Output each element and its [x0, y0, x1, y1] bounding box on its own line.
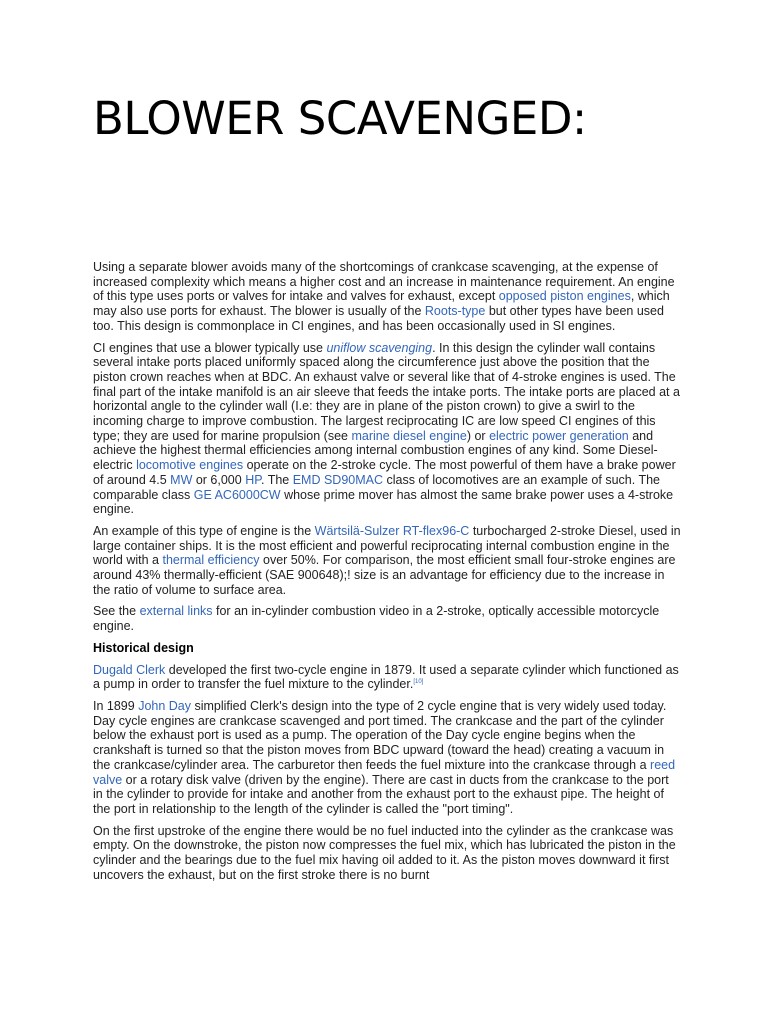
link-emd-sd90mac[interactable]: EMD SD90MAC: [292, 472, 383, 487]
paragraph-external-links: See the external links for an in-cylinder combustion video in a 2-stroke, optically accessible motorcycle engine.: [93, 604, 660, 634]
paragraph-john-day: In 1899 John Day simplified Clerk's design into the type of 2 cycle engine that is very widely used today. Day cycle engines are crankcase scavenged and port timed. The crankcase and the part of the cylinder below the exhaust port is used as a pump. The operation of the Day cycle engine begins when the crankshaft is turned so that the piston moves from BDC upward (toward the head) creating a vacuum in the crankcase/cylinder area. The carburetor then feeds the fuel mixture into the crankcase through a reed valve or a rotary disk valve (driven by the engine). There are cast in ducts from the crankcase to the port in the cylinder to provide for intake and another from the exhaust port to the exhaust pipe. The height of the port in relationship to the length of the cylinder is called the "port timing".: [93, 698, 676, 816]
link-hp[interactable]: HP: [245, 472, 261, 487]
link-external-links[interactable]: external links: [139, 604, 213, 619]
paragraph-first-upstroke: On the first upstroke of the engine there would be no fuel inducted into the cylinder as the crankcase was empty. On the downstroke, the piston now compresses the fuel mix, which has lubricated the piston in the cylinder and the bearings due to the fuel mix having oil added to it. As the piston moves downward it first uncovers the exhaust, but on the first stroke there is no burnt: [93, 823, 676, 882]
link-electric-power-generation[interactable]: electric power generation: [489, 428, 629, 443]
link-john-day[interactable]: John Day: [138, 698, 191, 713]
paragraph-wartsila-example: An example of this type of engine is the Wärtsilä-Sulzer RT-flex96-C turbocharged 2-stroke Diesel, used in large container ships. It is the most efficient and powerful reciprocating internal combustion engine in the world with a thermal efficiency over 50%. For comparison, the most efficient small four-stroke engines are around 43% thermally-efficient (SAE 900648);! size is an advantage for efficiency due to the increase in the ratio of volume to surface area.: [93, 523, 681, 597]
link-marine-diesel-engine[interactable]: marine diesel engine: [351, 428, 467, 443]
link-uniflow-scavenging[interactable]: uniflow scavenging: [326, 340, 433, 355]
paragraph-blower-intro: Using a separate blower avoids many of the shortcomings of crankcase scavenging, at the expense of increased complexity which means a higher cost and an increase in maintenance requirement. An engine of this type uses ports or valves for intake and valves for exhaust, except opposed piston engines, which may also use ports for exhaust. The blower is usually of the Roots-type but other types have been used too. This design is commonplace in CI engines, and has been occasionally used in SI engines.: [93, 260, 675, 333]
article-body: [93, 260, 681, 889]
link-thermal-efficiency[interactable]: thermal efficiency: [162, 553, 260, 568]
link-locomotive-engines[interactable]: locomotive engines: [136, 458, 244, 473]
reference-link[interactable]: [10]: [413, 679, 424, 686]
link-ge-ac6000cw[interactable]: GE AC6000CW: [193, 487, 281, 502]
paragraph-dugald-clerk: Dugald Clerk developed the first two-cycle engine in 1879. It used a separate cylinder which functioned as a pump in order to transfer the fuel mixture to the cylinder.[10]: [93, 662, 679, 692]
link-mw[interactable]: MW: [170, 472, 193, 487]
paragraph-uniflow: CI engines that use a blower typically use uniflow scavenging. In this design the cylinder wall contains several intake ports placed uniformly spaced along the circumference just above the position that the piston crown reaches when at BDC. An exhaust valve or several like that of 4-stroke engines is used. The final part of the intake manifold is an air sleeve that feeds the intake ports. The intake ports are placed at a horizontal angle to the cylinder wall (I.e: they are in plane of the piston crown) to give a swirl to the incoming charge to improve combustion. The largest reciprocating IC are low speed CI engines of this type; they are used for marine propulsion (see marine diesel engine) or electric power generation and achieve the highest thermal efficiencies among internal combustion engines of any kind. Some Diesel-electric locomotive engines operate on the 2-stroke cycle. The most powerful of them have a brake power of around 4.5 MW or 6,000 HP. The EMD SD90MAC class of locomotives are an example of such. The comparable class GE AC6000CW whose prime mover has almost the same brake power uses a 4-stroke engine.: [93, 340, 680, 517]
link-opposed-piston-engines[interactable]: opposed piston engines: [498, 289, 631, 304]
section-heading-historical-design: Historical design: [93, 640, 194, 655]
link-wartsila-sulzer[interactable]: Wärtsilä-Sulzer RT-flex96-C: [314, 523, 470, 538]
link-roots-type[interactable]: Roots-type: [424, 304, 486, 319]
link-reed-valve[interactable]: reed valve: [93, 757, 676, 787]
link-dugald-clerk[interactable]: Dugald Clerk: [93, 662, 166, 677]
page-title: BLOWER SCAVENGED:: [93, 92, 587, 145]
